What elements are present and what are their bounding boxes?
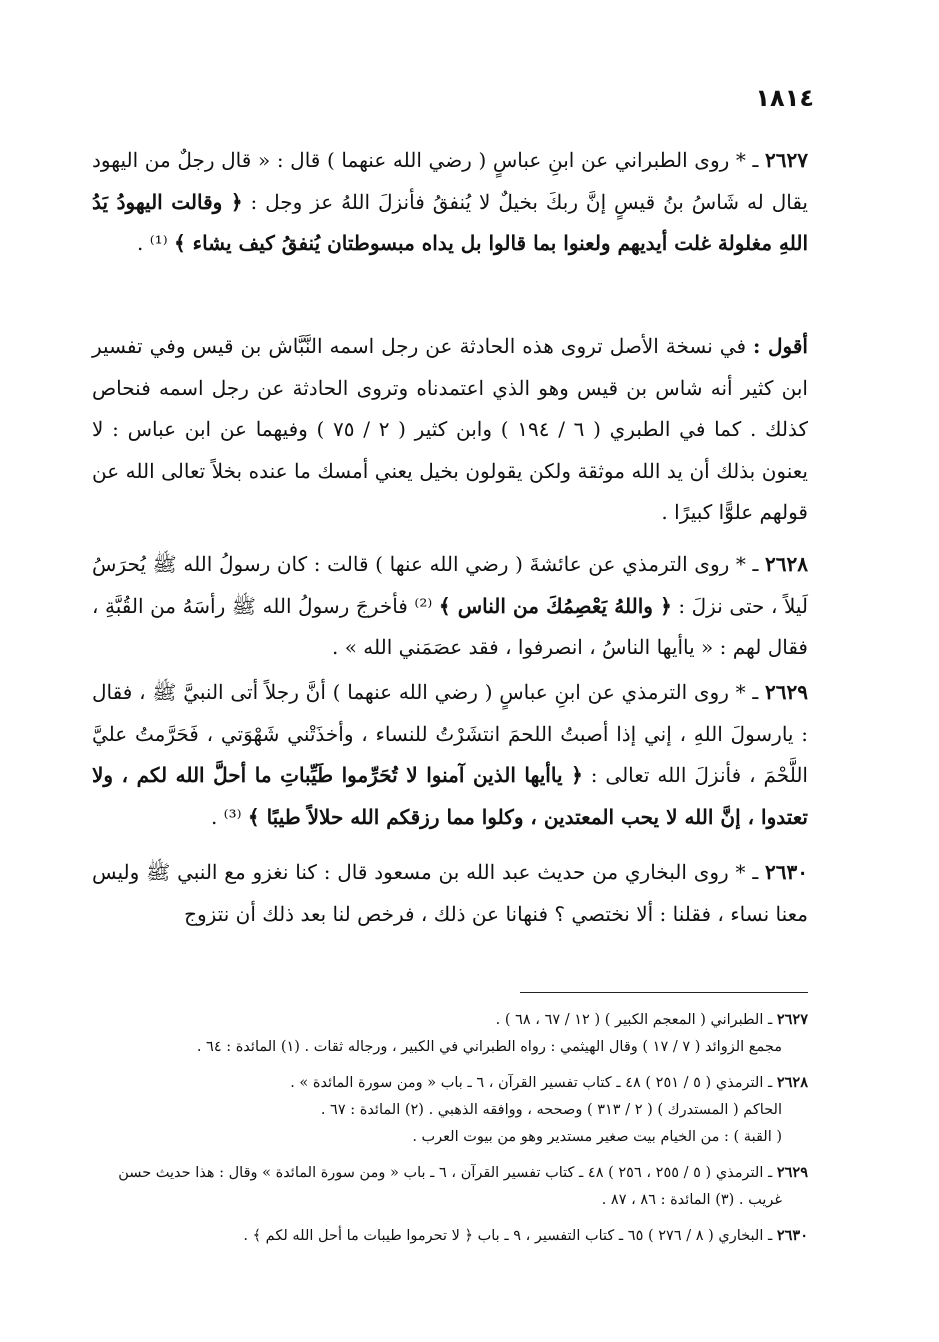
footnote-text: ـ الطبراني ( المعجم الكبير ) ( ١٢ / ٦٧ ، ٦٨ ) .	[495, 1012, 777, 1028]
hadith-text: ـ * روى البخاري من حديث عبد الله بن مسعود قال : كنا نغزو مع النبي ﷺ وليس معنا نساء ، فقلنا : ألا نختصي ؟ فنهانا عن ذلك ، فرخص لنا بعد ذلك أن نتزوج	[92, 860, 808, 926]
footnote-number: ٢٦٢٩	[776, 1164, 808, 1181]
footnote-line	[92, 1006, 808, 1034]
hadith-text: ـ * روى الترمذي عن ابنِ عباسٍ ( رضي الله عنهما ) أنَّ رجلاً أتى النبيَّ ﷺ ، فقال : يارسولَ اللهِ ، إني إذا أصبتُ اللحمَ انتشَرْتُ للنساء ، وأخذَتْني شَهْوَتي ، فَحَرَّمتُ عليَّ اللَّحْمَ ، فأنزلَ الله تعالى :	[92, 680, 808, 787]
hadith-2628	[92, 544, 808, 660]
hadith-text: ـ * روى الترمذي عن عائشةَ ( رضي الله عنها ) قالت : كان رسولُ الله ﷺ يُحرَسُ لَيلاً ، حتى نزلَ :	[92, 552, 809, 618]
footnote-number: ٢٦٢٨	[776, 1074, 808, 1091]
quran-quote: ﴿ وقالت اليهودُ يَدُ اللهِ مغلولة غلت أيديهم ولعنوا بما قالوا بل يداه مبسوطتان يُنفقُ كيف يشاء ﴾	[92, 189, 808, 255]
footnote-2629	[92, 1159, 808, 1214]
hadith-2630	[92, 852, 808, 935]
hadith-number: ٢٦٢٨	[765, 552, 808, 576]
quran-quote: ﴿ واللهُ يَعْصِمُكَ من الناس ﴾	[438, 593, 672, 618]
hadith-number: ٢٦٢٩	[765, 680, 808, 704]
hadith-text-end: ⁽¹⁾ .	[137, 231, 174, 255]
commentary-lead: أقول :	[753, 334, 808, 358]
footnote-line	[92, 1222, 808, 1250]
main-text	[92, 140, 808, 947]
footnote-line: ( القبة ) : من الخيام بيت صغير مستدير وهو من بيوت العرب .	[412, 1129, 782, 1145]
hadith-number: ٢٦٢٧	[765, 148, 808, 172]
hadith-2627	[92, 140, 808, 314]
footnote-number: ٢٦٣٠	[776, 1227, 808, 1244]
footnote-line	[92, 1069, 808, 1097]
hadith-number: ٢٦٣٠	[765, 860, 808, 884]
footnote-line: الحاكم ( المستدرك ) ( ٢ / ٣١٣ ) وصححه ، ووافقه الذهبي . (٢) المائدة : ٦٧ .	[320, 1102, 782, 1118]
commentary-paragraph	[92, 326, 808, 532]
hadith-text-end: ⁽³⁾ .	[210, 804, 248, 829]
hadith-text-end: ⁽²⁾ فأخرجَ رسولُ الله ﷺ رأسَهُ من القُبَّةِ ، فقال لهم : « ياأيها الناسُ ، انصرفوا ، فقد عصَمَني الله » .	[92, 593, 808, 659]
footnote-line: غريب . (٣) المائدة : ٨٦ ، ٨٧ .	[601, 1192, 782, 1208]
page-number: ١٨١٤	[755, 84, 814, 112]
hadith-text: ـ * روى الطبراني عن ابنِ عباسٍ ( رضي الله عنهما ) قال : « قال رجلٌ من اليهود يقال له شَاسُ بنُ قيسٍ إنَّ ربكَ بخيلٌ لا يُنفقُ فأنزلَ اللهُ عز وجل :	[92, 148, 808, 214]
footnote-divider	[520, 992, 808, 993]
footnote-2627	[92, 1006, 808, 1061]
footnotes	[92, 1006, 808, 1258]
footnote-text: ـ الترمذي ( ٥ / ٢٥١ ) ٤٨ ـ كتاب تفسير القرآن ، ٦ ـ باب « ومن سورة المائدة » .	[290, 1075, 777, 1091]
footnote-text: ـ البخاري ( ٨ / ٢٧٦ ) ٦٥ ـ كتاب التفسير ، ٩ ـ باب ﴿ لا تحرموا طيبات ما أحل الله لكم ﴾ .	[243, 1228, 777, 1244]
hadith-2629	[92, 672, 808, 840]
footnote-line	[92, 1159, 808, 1187]
footnote-number: ٢٦٢٧	[776, 1011, 808, 1028]
quran-quote: ﴿ ياأيها الذين آمنوا لا تُحَرِّموا طَيِّباتِ ما أحلَّ الله لكم ، ولا تعتدوا ، إنَّ الله لا يحب المعتدين ، وكلوا مما رزقكم الله حلالاً طيبًا ﴾	[92, 763, 808, 829]
footnote-2628	[92, 1069, 808, 1151]
footnote-2630	[92, 1222, 808, 1250]
commentary-text: في نسخة الأصل تروى هذه الحادثة عن رجل اسمه النَّبَّاش بن قيس وفي تفسير ابن كثير أنه شاس بن قيس وهو الذي اعتمدناه وتروى الحادثة عن رجل اسمه فنحاص كذلك . كما في الطبري ( ٦ / ١٩٤ ) وابن كثير ( ٢ / ٧٥ ) وفيهما عن ابن عباس : لا يعنون بذلك أن يد الله موثقة ولكن يقولون بخيل يعني أمسك ما عنده بخلاً تعالى الله عن قولهم علوًّا كبيرًا .	[92, 334, 809, 524]
footnote-line: مجمع الزوائد ( ٧ / ١٧ ) وقال الهيثمي : رواه الطبراني في الكبير ، ورجاله ثقات . (١) المائدة : ٦٤ .	[196, 1039, 782, 1055]
footnote-text: ـ الترمذي ( ٥ / ٢٥٥ ، ٢٥٦ ) ٤٨ ـ كتاب تفسير القرآن ، ٦ ـ باب « ومن سورة المائدة » وقال : هذا حديث حسن	[118, 1165, 777, 1181]
